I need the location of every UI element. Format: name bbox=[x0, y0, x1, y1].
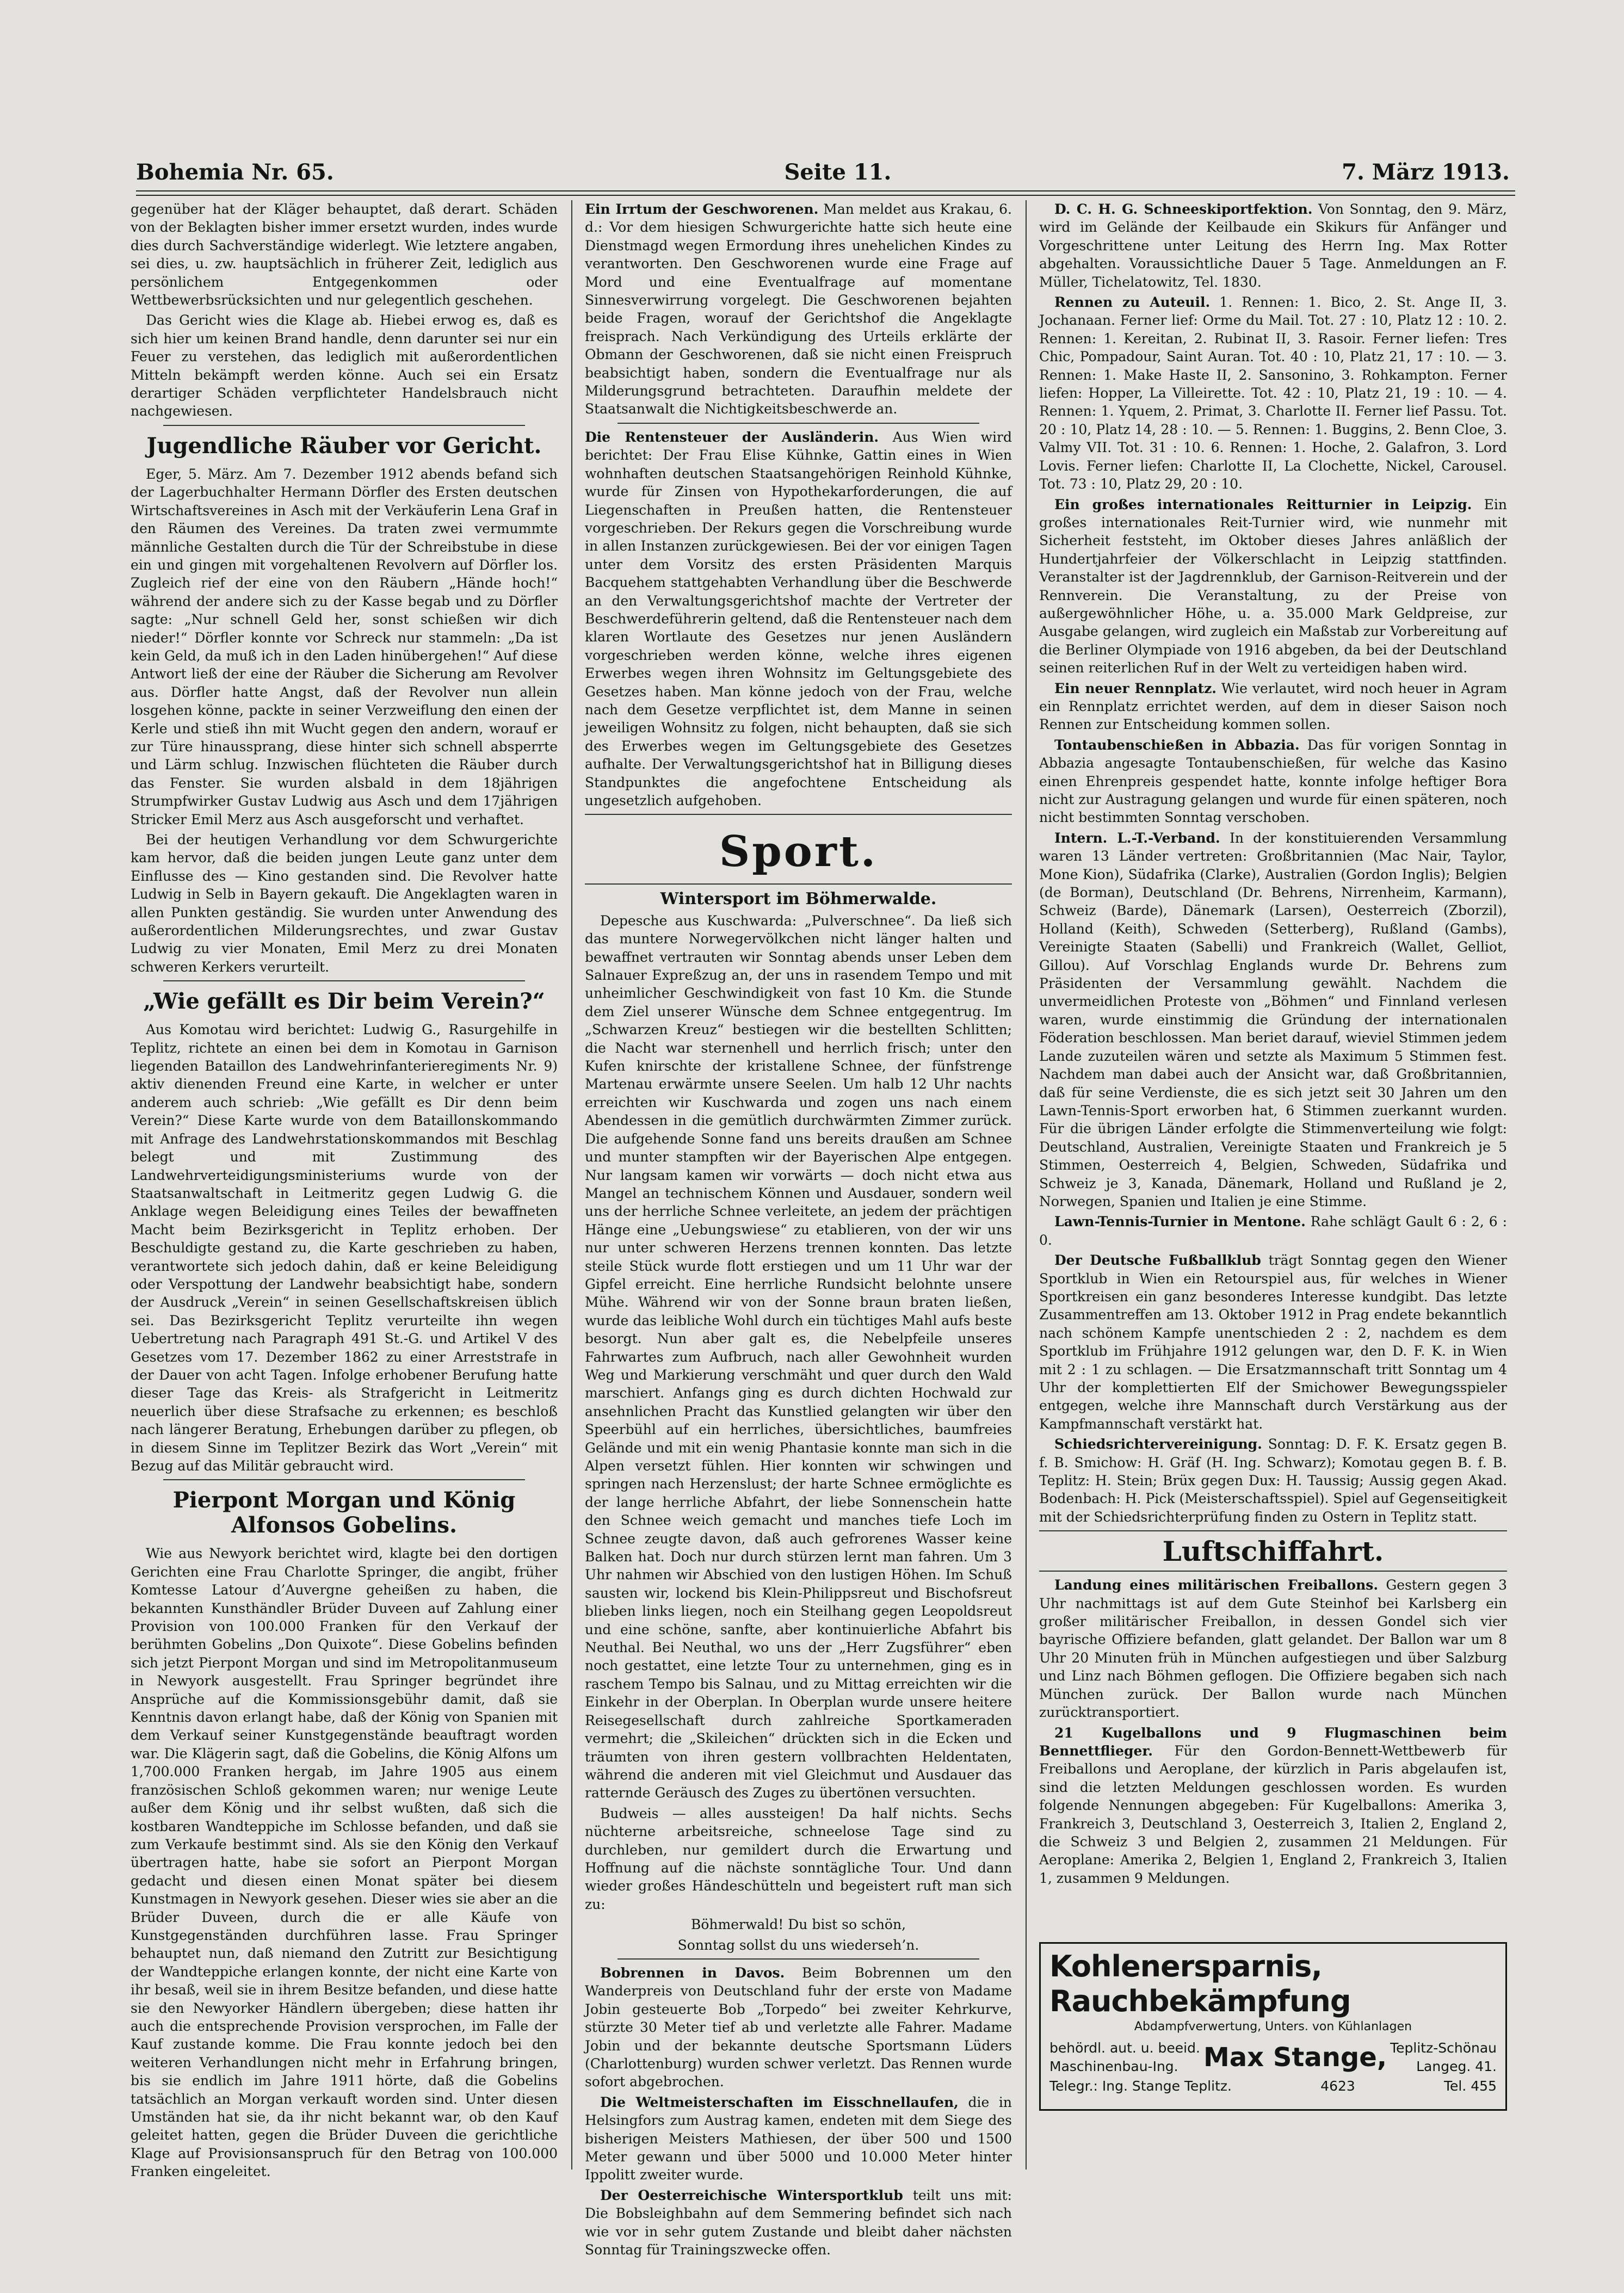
article-runin-title: Landung eines militärischen Freiballons. bbox=[1054, 1577, 1379, 1593]
article-body bbox=[585, 2093, 1012, 2184]
advertisement-box bbox=[1039, 1942, 1507, 2111]
section-title-sport: Sport. bbox=[719, 827, 878, 877]
article-body bbox=[1039, 200, 1507, 291]
article-body: Depesche aus Kuschwarda: „Pulverschnee“. Da ließ sich das muntere Norwegervölkchen nicht länger halten und bewaffnet vertrauten wir Sonntag abends unser Leben dem Salnauer Expreßzug an, der uns in rasendem Tempo und mit unheimlicher Geschwindigkeit von fast 10 Km. die Stunde dem Ziel unserer Wünsche dem Schnee entgegentrug. Im „Schwarzen Kreuz“ bestiegen wir die bestellten Schlitten; die Nacht war sternenhell und herrlich frisch; unter den Kufen knirschte der kristallene Schnee, der fünfstrenge Martenau erwärmte unsere Seelen. Um halb 12 Uhr nachts erreichten wir Kuschwarda und zogen uns nach einem Abendessen in die gemütlich durchwärmten Zimmer zurück. Die aufgehende Sonne fand uns bereits draußen am Schnee und munter stampften wir der Bayerischen Alpe entgegen. Nur langsam kamen wir vorwärts — doch nicht etwa aus Mangel an technischem Können und Ausdauer, sondern weil uns der herrliche Schnee verleitete, an jedem der prächtigen Hänge eine „Uebungswiese“ zu etablieren, von der wir uns nur unter schweren Herzens trennen konnten. Das letzte steile Stück wurde flott erstiegen und um 11 Uhr war der Gipfel erreicht. Eine herrliche Rundsicht belohnte unsere Mühe. Während wir von der Sonne braun braten ließen, wurde das leibliche Wohl durch ein tüchtiges Mahl aufs beste besorgt. Nun aber galt es, die Nebelpfeile unseres Fahrwartes zum Aufbruch, nach aller Gewohnheit wurden Weg und Markierung verschmäht und quer durch den Wald marschiert. Anfangs ging es durch dichten Hochwald zur ansehnlichen Pracht das Kunstlied gelangten wir über den Speerbühl auf ein herrliches, übersichtliches, baumfreies Gelände und mit ein wenig Phantasie konnte man sich in die Alpen versetzt fühlen. Hier konnten wir schwingen und springen nach Herzenslust; der harte Schnee ermöglichte es der lange herrliche Abfahrt, der liebe Sonnenschein hatte den Schnee weich gemacht und manches tiefe Loch im Schnee zeugte davon, daß auch gefrorenes Wasser keine Balken hat. Doch nur durch stürzen lernt man fahren. Um 3 Uhr nahmen wir Abschied von den lustigen Höhen. Im Schuß sausten wir, lockend bis Klein-Philippsreut und Bischofsreut blieben links liegen, noch ein Steilhang gegen Leopoldsreut und eine schöne, sanfte, aber kontinuierliche Abfahrt bis Neuthal. Bei Neuthal, wo uns der „Herr Zugsführer“ eben noch gestattet, eine letzte Tour zu unternehmen, ging es in raschem Tempo bis Salnau, und zu Mittag erreichten wir die Einkehr in der Oberplan. In Oberplan wurde unsere heitere Reisegesellschaft durch zahlreiche Sportkameraden vermehrt; die „Skileichen“ drückten sich in die Ecken und träumten von ihren gestern vollbrachten Heldentaten, während die anderen mit viel Gleichmut und Ausdauer das ratternde Geräusch des Zuges zu übertönen versuchten. bbox=[585, 912, 1012, 1801]
article-runin-title: Intern. L.-T.-Verband. bbox=[1054, 830, 1220, 846]
article-text: Man meldet aus Krakau, 6. d.: Vor dem hiesigen Schwurgerichte hatte sich heute eine Dienstmagd wegen Ermordung ihres unehelichen Kindes zu verantworten. Den Geschworenen wurde eine Frage auf Mord und eine Eventualfrage auf momentane Sinnesverwirrung vorgelegt. Die Geschworenen bejahten beide Fragen, worauf der Gerichtshof die Angeklagte freisprach. Nach Verkündigung des Urteils erklärte der Obmann der Geschworenen, daß sie nicht einen Freispruch beabsichtigt haben, sondern die Eventualfrage nur als Milderungsgrund betrachteten. Daraufhin meldete der Staatsanwalt die Nichtigkeitsbeschwerde an. bbox=[585, 201, 1012, 417]
article-runin-title: D. C. H. G. Schneeskiportfektion. bbox=[1054, 201, 1313, 217]
ad-profession: Maschinenbau-Ing. bbox=[1049, 2059, 1178, 2074]
article-separator bbox=[618, 1958, 979, 1960]
ad-right-block bbox=[1390, 2039, 1497, 2076]
section-title-luftschiffahrt: Luftschiffahrt. bbox=[1162, 1535, 1384, 1568]
article-body bbox=[585, 200, 1012, 418]
ad-code: 4623 bbox=[1320, 2078, 1355, 2094]
article-text: trägt Sonntag gegen den Wiener Sportklub in Wien ein Retourspiel aus, für welches in Wiener Sportkreisen ein ganz besonderes Interesse kundgibt. Das letzte Zusammentreffen am 13. Oktober 1912 in Prag endete bekanntlich nach schönem Kampfe unentschieden 2 : 2, nachdem es dem Sportklub im Frühjahre 1912 gelungen war, den D. F. K. in Wien mit 2 : 1 zu schlagen. — Die Ersatzmannschaft tritt Sonntag um 4 Uhr der komplettierten Elf der Smichower Bewegungsspieler entgegen, welche ihre Mannschaft durch Verstärkung aus der Kampfmannschaft verstärkt hat. bbox=[1039, 1252, 1507, 1432]
article-text: Ein großes internationales Reit-Turnier wird, wie nunmehr mit Sicherheit feststeht, im Oktober dieses Jahres anläßlich der Hundertjahrfeier der Völkerschlacht in Leipzig stattfinden. Veranstalter ist der Jagdrennklub, der Garnison-Reitverein und der Rennverein. Die Veranstaltung, zu der Preise von außergewöhnlicher Höhe, u. a. 35.000 Mark Geldpreise, zur Ausgabe gelangen, wird zugleich ein Maßstab zur Vorbereitung auf die Berliner Olympiade von 1916 abgeben, da bei der Deutschland seinen reiterlichen Ruf in der Welt zu verteidigen haben wird. bbox=[1039, 496, 1507, 676]
ad-company-name: Max Stange, bbox=[1203, 2042, 1387, 2073]
column-left bbox=[131, 200, 558, 2180]
section-separator bbox=[1039, 1571, 1507, 1572]
ad-telegram: Telegr.: Ing. Stange Teplitz. bbox=[1049, 2078, 1232, 2094]
article-text: Rahe schlägt Gault 6 : 2, 6 : 0. bbox=[1039, 1214, 1507, 1248]
article-text: Für den Gordon-Bennett-Wettbewerb für Freiballons und Aeroplane, der kürzlich in Paris abgelaufen ist, sind die letzten Meldungen geschlossen worden. Es wurden folgende Nennungen abgegeben: Für Kugelballons: Amerika 3, Frankreich 3, Deutschland 3, Oesterreich 3, Italien 2, England 2, die Schweiz 3 und Belgien 2, zusammen 21 Meldungen. Für Aeroplane: Amerika 2, Belgien 1, England 2, Frankreich 3, Italien 1, zusammen 9 Meldungen. bbox=[1039, 1742, 1507, 1886]
article-separator bbox=[163, 1479, 525, 1480]
article-body bbox=[585, 428, 1012, 810]
article-body bbox=[1039, 679, 1507, 734]
article-runin-title: Der Deutsche Fußballklub bbox=[1054, 1252, 1261, 1269]
article-text: Sonntag: D. F. K. Ersatz gegen B. f. B. Smichow: H. Gräf (H. Ing. Schwarz); Komotau gegen B. f. B. Teplitz: H. Stein; Brüx gegen Dux: H. Taussig; Aussig gegen Akad. Bodenbach: H. Pick (Meisterschaftsspiel). Spiel auf Gegenseitigkeit mit der Schiedsrichterprüfung finden zu Ostern in Teplitz statt. bbox=[1039, 1436, 1508, 1525]
article-runin-title: Die Weltmeisterschaften im Eisschnellaufen, bbox=[600, 2094, 959, 2110]
poem-line: Böhmerwald! Du bist so schön, bbox=[690, 1917, 906, 1933]
article-text: Aus Wien wird berichtet: Der Frau Elise Kühnke, Gattin eines in Wien wohnhaften deutschen Staatsangehörigen Reinhold Kühnke, wurde für Zinsen von Hypothekarforderungen, die auf Liegenschaften in Preußen hatten, die Rentensteuer vorgeschrieben. Der Rekurs gegen die Vorschreibung wurde in allen Instanzen zurückgewiesen. Bei der vor einigen Tagen unter dem Vorsitz des ersten Präsidenten Marquis Bacquehem stattgehabten Verhandlung über die Beschwerde an den Verwaltungsgerichtshof machte der Vertreter der Beschwerdeführerin geltend, daß die Rentensteuer nach dem klaren Wortlaute des Gesetzes nur jenen Ausländern vorgeschrieben werden könne, welche ihres eigenen Erwerbes wegen ihren Wohnsitz im Geltungsgebiete des Gesetzes haben. Man könne jedoch von der Frau, welche nach dem Gesetze verpflichtet ist, dem Manne in seinen jeweiligen Wohnsitz zu folgen, nicht behaupten, daß sie sich des Erwerbes wegen im Geltungsgebiete des Gesetzes aufhalte. Der Verwaltungsgerichtshof hat in Billigung dieses Standpunktes die angefochtene Entscheidung als ungesetzlich aufgehoben. bbox=[585, 429, 1012, 808]
article-body bbox=[1039, 1213, 1507, 1249]
ad-footer bbox=[1049, 2078, 1497, 2094]
section-separator bbox=[1039, 1530, 1507, 1531]
section-separator bbox=[585, 814, 1012, 815]
article-headline: „Wie gefällt es Dir beim Verein?“ bbox=[143, 988, 545, 1015]
article-body: Aus Komotau wird berichtet: Ludwig G., Rasurgehilfe in Teplitz, richtete an einen bei dem in Komotau in Garnison liegenden Bataillon des Landwehrinfanterieregiments Nr. 9) aktiv dienenden Freund eine Karte, in welcher er unter anderem auch schrieb: „Wie gefällt es Dir denn beim Verein?“ Diese Karte wurde von dem Bataillonskommando mit Anfrage des Landwehrstationskommandos mit Beschlag belegt und mit Zustimmung des Landwehrverteidigungsministeriums wurde von der Staatsanwaltschaft in Leitmeritz gegen Ludwig G. die Anklage wegen Beleidigung eines Teiles der bewaffneten Macht beim Bezirksgericht in Teplitz erhoben. Der Beschuldigte gestand zu, die Karte geschrieben zu haben, verantwortete sich jedoch dahin, daß er keine Beleidigung oder Verspottung der Landwehr beabsichtigt habe, sondern der Ausdruck „Verein“ in seinen Gesellschaftskreisen üblich sei. Das Bezirksgericht Teplitz verurteilte ihn wegen Uebertretung nach Paragraph 491 St.-G. und Artikel V des Gesetzes vom 17. Dezember 1862 zu einer Arreststrafe in der Dauer von acht Tagen. Infolge erhobener Berufung hatte dieser Tage das Kreis- als Strafgericht in Leitmeritz neuerlich über diese Strafsache zu erkennen; es beschloß nach längerer Beratung, Erhebungen darüber zu pflegen, ob in diesem Sinne im Teplitzer Bezirk das Wort „Verein“ mit Bezug auf das Militär gebraucht wird. bbox=[131, 1022, 558, 1474]
article-body: Budweis — alles aussteigen! Da half nichts. Sechs nüchterne arbeitsreiche, schneelose Tage sind zu durchleben, nur gemildert durch die Erwartung und Hoffnung auf die nächste sonntägliche Tour. Und dann wieder großes Händeschütteln und begeistert ruft man sich zu: bbox=[585, 1805, 1012, 1912]
article-text: die in Helsingfors zum Austrag kamen, endeten mit dem Siege des bisherigen Meisters Mathiesen, der über 500 und 1500 Meter gewann und über 5000 und 10.000 Meter hinter Ippolitt zweiter wurde. bbox=[585, 2094, 1012, 2183]
article-separator bbox=[163, 425, 525, 426]
article-text: teilt uns mit: Die Bobsleighbahn auf dem Semmering befindet sich nach wie vor in sehr gutem Zustande und bleibt daher nächsten Sonntag für Trainingszwecke offen. bbox=[585, 2187, 1012, 2258]
article-separator bbox=[163, 980, 525, 981]
column-right bbox=[1039, 200, 1507, 1930]
ad-subline: Abdampfverwertung, Unters. von Kühlanlagen bbox=[1134, 2020, 1412, 2034]
article-runin-title: 21 Kugelballons und 9 Flugmaschinen beim Bennettflieger. bbox=[1039, 1725, 1507, 1759]
masthead-page-number: Seite 11. bbox=[784, 159, 892, 185]
article-text: 1. Rennen: 1. Bico, 2. St. Ange II, 3. Jochanaan. Ferner lief: Orme du Mail. Tot. 27 : 10, Platz 12 : 10. 2. Rennen: 1. Kereitan, 2. Rubinat II, 3. Rasoir. Ferner liefen: Tres Chic, Pompadour, Saint Auran. Tot. 40 : 10, Platz 21, 17 : 10. — 3. Rennen: 1. Make Haste II, 2. Sansonino, 3. Rohkampton. Ferner liefen: Hopper, La Villeirette. Tot. 42 : 10, Platz 21, 19 : 10. — 4. Rennen: 1. Yquem, 2. Primat, 3. Charlotte II. Ferner lief Passu. Tot. 20 : 10, Platz 14, 28 : 10. — 5. Rennen: 1. Buggins, 2. Benn Cloe, 3. Valmy VII. Tot. 31 : 10. 6. Rennen: 1. Hoche, 2. Galafron, 3. Lord Lovis. Ferner liefen: Charlotte II, La Clochette, Nickel, Carousel. Tot. 73 : 10, Platz 29, 20 : 10. bbox=[1039, 294, 1507, 492]
article-body bbox=[1039, 1576, 1507, 1721]
article-body: Eger, 5. März. Am 7. Dezember 1912 abends befand sich der Lagerbuchhalter Hermann Dörfler des Ersten deutschen Wirtschaftsvereines in Asch mit der Verkäuferin Lena Graf in den Räumen des Vereines. Da traten zwei vermummte männliche Gestalten durch die Tür der Schreibstube in diese ein und gingen mit vorgehaltenen Revolvern auf Dörfler los. Zugleich rief der eine von den Räubern „Hände hoch!“ während der andere sich zu der Kasse begab und zu Dörfler sagte: „Nur schnell Geld her, sonst schießen wir dich nieder!“ Dörfler konnte vor Schreck nur stammeln: „Da ist kein Geld, da muß ich in den Laden hinübergehen!“ Auf diese Antwort ließ der eine der Räuber die Sicherung am Revolver aus. Dörfler hatte Angst, daß der Revolver nun allein losgehen könne, packte in seiner Verzweiflung den einen der Kerle und stieß ihn mit Wucht gegen den andern, worauf er zur Türe hinaussprang, diese hinter sich schnell absperrte und Lärm schlug. Inzwischen flüchteten die Räuber durch das Fenster. Sie wurden alsbald in dem 18jährigen Strumpfwirker Gustav Ludwig aus Asch und dem 17jährigen Stricker Emil Merz aus Asch ausgeforscht und verhaftet. bbox=[131, 466, 558, 827]
ad-credential: behördl. aut. u. beeid. bbox=[1049, 2040, 1200, 2056]
article-body bbox=[585, 2186, 1012, 2259]
article-body bbox=[585, 1964, 1012, 2091]
article-runin-title: Schiedsrichtervereinigung. bbox=[1054, 1436, 1262, 1453]
poem-line: Sonntag sollst du uns wiederseh’n. bbox=[677, 1937, 919, 1953]
masthead-rule bbox=[136, 190, 1515, 196]
ad-city: Teplitz-Schönau bbox=[1390, 2040, 1497, 2056]
article-headline: Wintersport im Böhmerwalde. bbox=[660, 889, 937, 909]
article-text: Gestern gegen 3 Uhr nachmittags ist auf dem Gute Steinhof bei Karlsberg ein großer militärischer Freiballon, in dessen Gondel sich vier bayrische Offiziere befanden, glatt gelandet. Der Ballon war um 8 Uhr 20 Minuten früh in München aufgestiegen und über Salzburg und Linz nach Böhmen geflogen. Die Offiziere begaben sich nach München zurück. Der Ballon wurde nach München zurücktransportiert. bbox=[1039, 1577, 1507, 1721]
article-runin-title: Ein neuer Rennplatz. bbox=[1054, 680, 1217, 696]
ad-headline: Kohlenersparnis, Rauchbekämpfung bbox=[1049, 1949, 1351, 2018]
section-separator bbox=[585, 883, 1012, 885]
masthead-date: 7. März 1913. bbox=[1342, 159, 1510, 185]
article-headline: Pierpont Morgan und König Alfonsos Gobelins. bbox=[172, 1487, 516, 1538]
ad-telephone: Tel. 455 bbox=[1444, 2078, 1497, 2094]
article-runin-title: Lawn-Tennis-Turnier in Mentone. bbox=[1054, 1214, 1306, 1230]
column-middle bbox=[585, 200, 1012, 2258]
article-body: Bei der heutigen Verhandlung vor dem Schwurgerichte kam hervor, daß die beiden jungen Leute ganz unter dem Einflusse des — Kino gestanden sind. Die Revolver hatte Ludwig in Selb in Bayern gekauft. Die Angeklagten waren in allen Punkten geständig. Sie wurden unter Anwendung des außerordentlichen Milderungsrechtes, und zwar Gustav Ludwig zu vier Monaten, Emil Merz zu drei Monaten schweren Kerkers verurteilt. bbox=[131, 832, 558, 975]
column-divider bbox=[1026, 200, 1027, 2170]
article-runin-title: Tontaubenschießen in Abbazia. bbox=[1054, 737, 1300, 753]
article-runin-title: Der Oesterreichische Wintersportklub bbox=[600, 2187, 903, 2203]
article-text: In der konstituierenden Versammlung waren 13 Länder vertreten: Großbritannien (Mac Nair, Taylor, Mone Kion), Südafrika (Clarke), Australien (Gordon Inglis); Belgien (de Borman), Deutschland (Dr. Behrens, Nirrenheim, Karmann), Schweiz (Barde), Dänemark (Larsen), Oesterreich (Zborzil), Holland (Keith), Schweden (Setterberg), Rußland (Gambs), Vereinigte Staaten (Sabelli) und Frankreich (Wallet, Gelliot, Gillou). Auf Vorschlag Englands wurde Dr. Behrens zum Präsidenten der Versammlung gewählt. Nachdem die unvermeidlichen Proteste von „Böhmen“ und Finnland verlesen waren, wurde einstimmig die Gründung der internationalen Föderation beschlossen. Man beriet darauf, wieviel Stimmen jedem Lande zuzuteilen wären und setzte als Maximum 5 Stimmen fest. Nachdem man dabei auch der Ansicht war, daß Großbritannien, daß für seine Verdienste, die es sich jetzt seit 30 Jahren um den Lawn-Tennis-Sport erworben hat, 6 Stimmen zuerkannt wurden. Für die übrigen Länder erfolgte die Stimmenverteilung wie folgt: Deutschland, Australien, Vereinigte Staaten und Frankreich je 5 Stimmen, Oesterreich 4, Belgien, Schweden, Südafrika und Schweiz je 3, Kanada, Dänemark, Holland und Rußland je 2, Norwegen, Spanien und Italien je eine Stimme. bbox=[1039, 830, 1507, 1209]
article-text: Das für vorigen Sonntag in Abbazia angesagte Tontaubenschießen, für welche das Kasino einen Ehrenpreis gespendet hatte, konnte infolge heftiger Bora nicht zur Austragung gelangen und wurde für einen späteren, noch nicht bestimmten Sonntag verschoben. bbox=[1039, 737, 1507, 826]
ad-street: Langeg. 41. bbox=[1416, 2059, 1497, 2074]
article-headline: Jugendliche Räuber vor Gericht. bbox=[146, 432, 542, 459]
article-body bbox=[1039, 293, 1507, 493]
article-runin-title: Ein großes internationales Reitturnier in Leipzig. bbox=[1054, 496, 1472, 512]
ad-left-block bbox=[1049, 2039, 1200, 2076]
article-continuation: Das Gericht wies die Klage ab. Hiebei erwog es, daß es sich hier um keinen Brand handle, denn darunter sei nur ein Feuer zu verstehen, das lediglich mit außerordentlichen Mitteln bekämpft werden könne. Auch sei ein Ersatz derartiger Schäden verpflichteter Handelsbrauch nicht nachgewiesen. bbox=[131, 312, 558, 419]
article-body: Wie aus Newyork berichtet wird, klagte bei den dortigen Gerichten eine Frau Charlotte Springer, die angibt, früher Komtesse Latour d’Auvergne geheißen zu haben, die bekannten Kunsthändler Brüder Duveen auf Zahlung einer Provision von 100.000 Franken für den Verkauf der berühmten Gobelins „Don Quixote“. Diese Gobelins befinden sich jetzt Pierpont Morgan und sind im Metropolitanmuseum in Newyork ausgestellt. Frau Springer begründet ihre Ansprüche auf die Kommissionsgebühr damit, daß sie Kenntnis davon erlangt habe, daß der König von Spanien mit dem Verkauf seiner Kunstgegenstände beauftragt worden war. Die Klägerin sagt, daß die Gobelins, die König Alfons um 1,700.000 Franken hergab, im Jahre 1905 aus einem französischen Schloß gekommen waren; nur wenige Leute außer dem König und ihr selbst wußten, daß sich die kostbaren Wandteppiche im Schlosse befanden, und daß sie zum Verkaufe bestimmt sind. Als sie den König den Verkauf übertragen hatte, habe sie sofort an Pierpont Morgan gedacht und diesen einen Monat später bei diesem Kunstmagen in Newyork gesehen. Dieser wies sie aber an die Brüder Duveen, durch die er alle Käufe von Kunstgegenständen durchführen lasse. Frau Springer behauptet nun, daß niemand den Zutritt zur Besichtigung der Wandteppiche erlangen konnte, der nicht eine Karte von ihr besaß, weil sie in ihrem Besitze befanden, und diese hatte sie den Newyorker Händlern übergeben; diese hatten ihr auch die entsprechende Provision versprochen, im Falle der Kauf zustande komme. Die Frau konnte jedoch bei den weiteren Verhandlungen nicht mehr in Erfahrung bringen, bis sie endlich im Jahre 1911 hörte, daß die Gobelins tatsächlich an Morgan verkauft worden sind. Unter diesen Umständen hat sie, da ihr nicht bekannt war, ob den Kauf geleitet hatten, gegen die Brüder Duveen die gerichtliche Klage auf Provisionsanspruch für den Betrag von 100.000 Franken eingeleitet. bbox=[131, 1546, 558, 2180]
column-divider bbox=[571, 200, 572, 2170]
masthead-paper-issue: Bohemia Nr. 65. bbox=[136, 159, 334, 185]
article-runin-title: Bobrennen in Davos. bbox=[600, 1964, 785, 1981]
article-body bbox=[1039, 1251, 1507, 1433]
article-text: Wie verlautet, wird noch heuer in Agram ein Rennplatz errichtet werden, auf dem in dieser Saison noch Rennen zur Entscheidung kommen sollen. bbox=[1039, 680, 1507, 733]
article-runin-title: Ein Irrtum der Geschworenen. bbox=[585, 201, 819, 217]
article-separator bbox=[618, 423, 979, 424]
article-body bbox=[1039, 496, 1507, 677]
masthead bbox=[136, 157, 1510, 187]
ad-body bbox=[1049, 2039, 1497, 2076]
article-body bbox=[1039, 1724, 1507, 1888]
article-body bbox=[1039, 829, 1507, 1211]
article-continuation: gegenüber hat der Kläger behauptet, daß derart. Schäden von der Beklagten bisher immer ersetzt wurden, indes wurde dies durch Sachverständige widerlegt. Wie letztere angaben, sei dies, u. zw. hauptsächlich in früherer Zeit, lediglich aus persönlichem Entgegenkommen oder Wettbewerbsrücksichten und nur gelegentlich geschehen. bbox=[131, 201, 558, 308]
article-body bbox=[1039, 736, 1507, 827]
article-runin-title: Die Rentensteuer der Ausländerin. bbox=[585, 429, 879, 445]
article-body bbox=[1039, 1435, 1507, 1526]
article-text: Von Sonntag, den 9. März, wird im Gelände der Keilbaude ein Skikurs für Anfänger und Vorgeschrittene unter Leitung des Herrn Ing. Max Rotter abgehalten. Voraussichtliche Dauer 5 Tage. Anmeldungen an F. Müller, Tichelatowitz, Tel. 1830. bbox=[1039, 201, 1507, 290]
article-runin-title: Rennen zu Auteuil. bbox=[1054, 294, 1211, 311]
article-text: Beim Bobrennen um den Wanderpreis von Deutschland fuhr der erste von Madame Jobin gesteuerte Bob „Torpedo“ bei zweiter Kehrkurve, stürzte 30 Meter tief ab und verletzte alle Fahrer. Madame Jobin und der bekannte deutsche Sportsmann Lüders (Charlottenburg) wurden schwer verletzt. Das Rennen wurde sofort abgebrochen. bbox=[585, 1964, 1012, 2090]
